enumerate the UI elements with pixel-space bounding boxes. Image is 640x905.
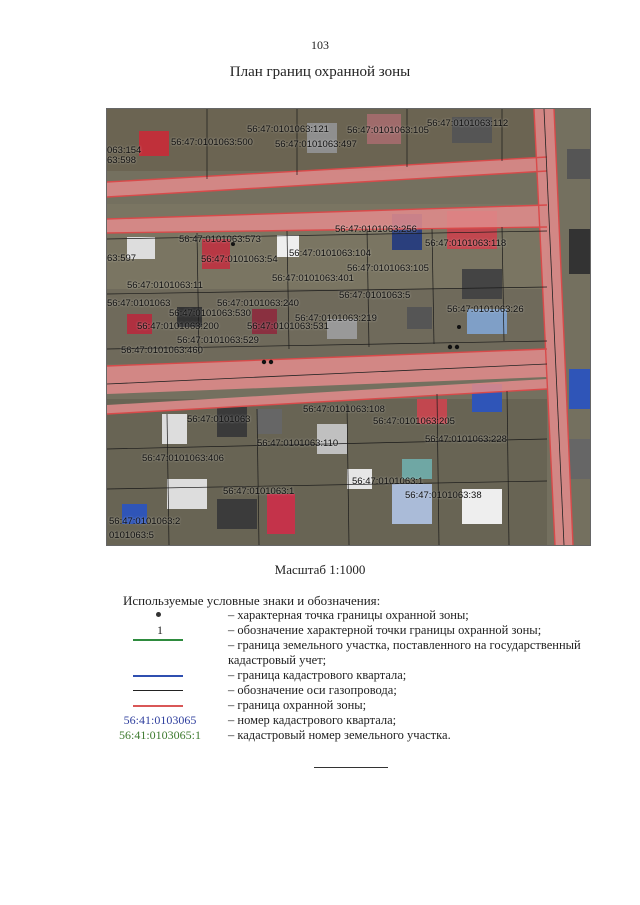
legend-item-parcel-number — [110, 728, 610, 743]
map-cadastral-label: 56:47:0101063:110 — [257, 438, 339, 449]
map-cadastral-label: 56:47:0101063:38 — [405, 490, 482, 501]
satellite-map — [106, 108, 591, 546]
map-cadastral-label: 63:598 — [107, 155, 137, 166]
point-number-symbol: 1 — [157, 623, 163, 637]
legend-item-block-boundary — [110, 668, 610, 683]
map-cadastral-label: 56:47:0101063:1 — [352, 476, 424, 487]
legend-item-text: – граница охранной зоны; — [228, 698, 367, 712]
map-cadastral-label: 56:47:0101063:54 — [201, 254, 278, 265]
map-cadastral-label: 56:47:0101063:5 — [339, 290, 411, 301]
legend-item-protection-zone — [110, 698, 610, 713]
map-cadastral-label: 56:47:0101063:200 — [137, 321, 219, 332]
point-marker-icon — [156, 612, 161, 617]
map-cadastral-label: 56:47:0101063:1 — [223, 486, 295, 497]
map-cadastral-label: 56:47:0101063:460 — [121, 345, 203, 356]
map-cadastral-label: 63:597 — [107, 253, 137, 264]
map-cadastral-label: 56:47:0101063:240 — [217, 298, 299, 309]
legend-item-text: – кадастровый номер земельного участка. — [228, 728, 451, 742]
legend — [110, 608, 610, 743]
legend-item-gas-axis — [110, 683, 610, 698]
legend-item-text: – обозначение характерной точки границы охранной зоны; — [228, 623, 542, 637]
blue-line-icon — [133, 675, 183, 677]
legend-item-point — [110, 608, 610, 623]
map-scale: Масштаб 1:1000 — [274, 562, 366, 577]
map-cadastral-label: 56:47:0101063:529 — [177, 335, 259, 346]
map-cadastral-label: 56:47:0101063:105 — [347, 125, 429, 136]
page-number: 103 — [311, 38, 329, 52]
map-cadastral-label: 56:47:0101063:108 — [303, 404, 385, 415]
map-cadastral-label: 56:47:0101063:497 — [275, 139, 357, 150]
map-cadastral-label: 56:47:0101063:121 — [247, 124, 329, 135]
parcel-number-sample: 56:41:0103065:1 — [118, 728, 201, 742]
black-line-icon — [133, 690, 183, 691]
map-cadastral-label: 56:47:0101063:104 — [289, 248, 371, 259]
red-line-icon — [133, 705, 183, 707]
legend-item-text: – обозначение оси газопровода; — [228, 683, 397, 697]
map-cadastral-label: 56:47:0101063:105 — [347, 263, 429, 274]
map-cadastral-label: 063:154 — [107, 145, 142, 156]
map-cadastral-label: 56:47:0101063:2 — [109, 516, 181, 527]
legend-heading: Используемые условные знаки и обозначения: — [123, 593, 381, 608]
map-cadastral-label: 56:47:0101063:118 — [425, 238, 507, 249]
map-cadastral-label: 56:47:0101063:573 — [179, 234, 261, 245]
map-cadastral-label: 56:47:0101063:531 — [247, 321, 329, 332]
map-cadastral-label: 56:47:0101063 — [107, 298, 171, 309]
legend-item-parcel-boundary — [110, 638, 610, 668]
legend-item-point-number — [110, 623, 610, 638]
plan-title: План границ охранной зоны — [229, 64, 411, 80]
map-cadastral-label: 56:47:0101063:256 — [335, 224, 417, 235]
map-cadastral-label: 56:47:0101063:530 — [169, 308, 251, 319]
map-cadastral-label: 56:47:0101063:401 — [272, 273, 354, 284]
legend-item-text: – граница земельного участка, поставленного на государственный кадастровый учет; — [228, 638, 581, 667]
map-cadastral-label: 56:47:0101063:26 — [447, 304, 524, 315]
block-number-sample: 56:41:0103065 — [123, 713, 197, 727]
map-cadastral-label: 56:47:0101063:205 — [373, 416, 455, 427]
map-cadastral-label: 56:47:0101063 — [187, 414, 251, 425]
map-cadastral-label: 56:47:0101063:11 — [127, 280, 203, 291]
map-cadastral-label: 56:47:0101063:228 — [425, 434, 507, 445]
map-cadastral-label: 56:47:0101063:406 — [142, 453, 224, 464]
legend-item-text: – граница кадастрового квартала; — [228, 668, 407, 682]
map-cadastral-label: 56:47:0101063:500 — [171, 137, 253, 148]
legend-item-text: – номер кадастрового квартала; — [228, 713, 397, 727]
map-cadastral-label: 56:47:0101063:219 — [295, 313, 377, 324]
map-cadastral-label: 0101063:5 — [109, 530, 154, 541]
footer-rule — [314, 767, 388, 768]
legend-item-block-number — [110, 713, 610, 728]
map-cadastral-label: 56:47:0101063:112 — [427, 118, 509, 129]
legend-item-text: – характерная точка границы охранной зоны; — [228, 608, 469, 622]
